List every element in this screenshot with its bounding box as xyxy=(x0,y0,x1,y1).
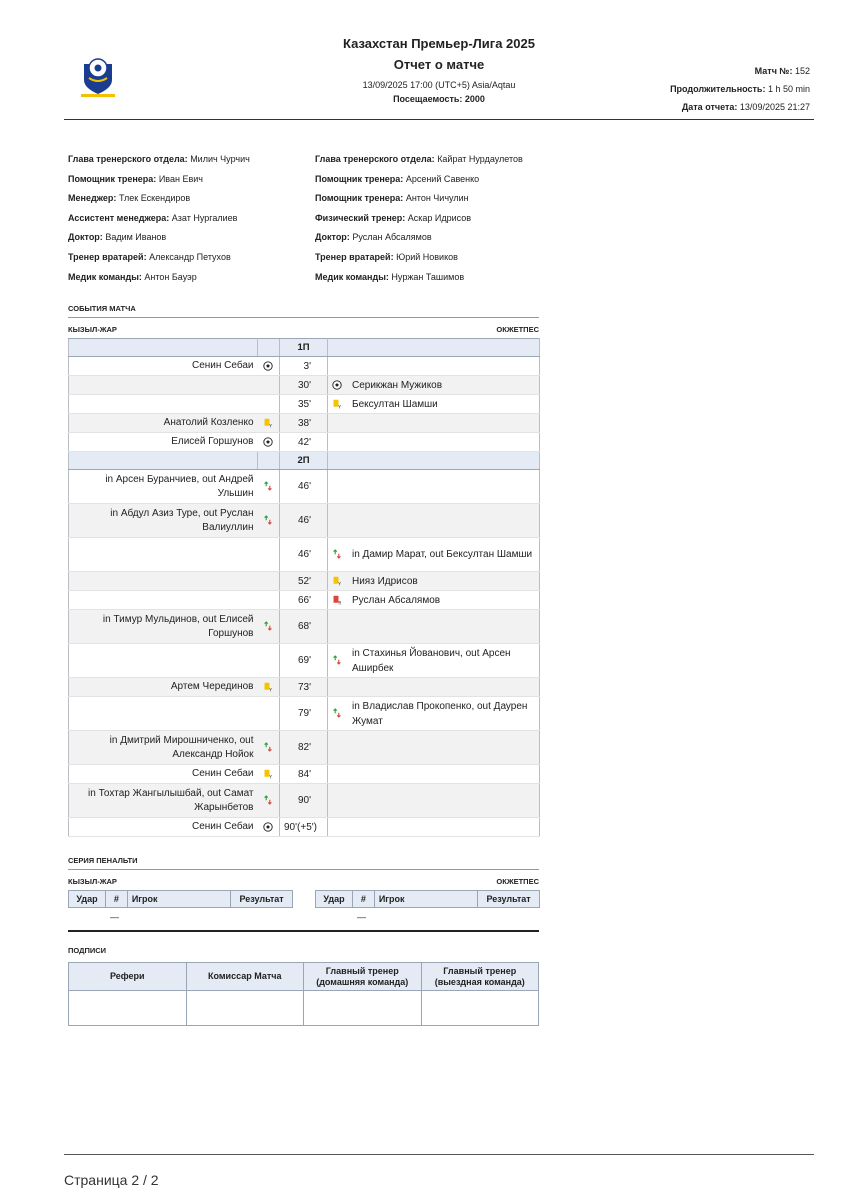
col-result: Результат xyxy=(478,891,540,908)
away-staff-row: Помощник тренера: Арсений Савенко xyxy=(315,173,480,184)
home-event-player: Сенин Себаи xyxy=(69,765,258,784)
away-coach-header: Главный тренер (выездная команда) xyxy=(421,963,539,991)
home-event-player: Артем Черединов xyxy=(69,678,258,697)
attendance: Посещаемость: 2000 xyxy=(393,94,485,104)
home-event-player: in Арсен Буранчиев, out Андрей Ульшин xyxy=(69,470,258,504)
penalty-section-title: СЕРИЯ ПЕНАЛЬТИ xyxy=(68,856,539,870)
home-coach-header: Главный тренер (домашняя команда) xyxy=(304,963,422,991)
home-event-player: Елисей Горшунов xyxy=(69,433,258,452)
referee-signature xyxy=(69,991,187,1026)
event-row xyxy=(69,678,540,697)
away-event-player xyxy=(328,765,540,784)
event-row xyxy=(69,644,540,678)
commissioner-signature xyxy=(186,991,304,1026)
penalty-teams xyxy=(68,877,539,886)
away-staff-row: Доктор: Руслан Абсалямов xyxy=(315,232,432,243)
match-number: 152 xyxy=(794,66,810,76)
substitution-icon xyxy=(258,504,280,538)
substitution-icon xyxy=(258,731,280,765)
event-row xyxy=(69,414,540,433)
event-minute: 52' xyxy=(280,572,328,591)
signatures-table xyxy=(68,962,539,1026)
home-staff-row: Медик команды: Антон Бауэр xyxy=(68,271,197,282)
away-staff-row: Медик команды: Нуржан Ташимов xyxy=(315,271,465,282)
signatures-section-title: ПОДПИСИ xyxy=(68,946,107,955)
away-event-player xyxy=(328,784,540,818)
goal-icon xyxy=(258,357,280,376)
away-event-player: Серикжан Мужиков xyxy=(328,376,540,395)
footer-divider xyxy=(64,1154,814,1155)
home-event-player xyxy=(69,395,258,414)
match-duration: 1 h 50 min xyxy=(767,84,810,94)
event-minute: 38' xyxy=(280,414,328,433)
home-event-player: in Тимур Мульдинов, out Елисей Горшунов xyxy=(69,610,258,644)
away-event-player xyxy=(328,357,540,376)
away-event-player: in Владислав Прокопенко, out Даурен Жумат xyxy=(328,697,540,731)
away-event-player xyxy=(328,470,540,504)
home-event-player: Анатолий Козленко xyxy=(69,414,258,433)
home-staff-row: Помощник тренера: Иван Евич xyxy=(68,173,203,184)
league-title: Казахстан Премьер-Лига 2025 xyxy=(343,36,535,51)
event-minute: 90'(+5') xyxy=(280,818,328,837)
substitution-icon xyxy=(258,784,280,818)
event-row xyxy=(69,731,540,765)
away-event-player: in Дамир Марат, out Бексултан Шамши xyxy=(328,538,540,572)
away-staff-list xyxy=(315,150,523,287)
event-row xyxy=(69,470,540,504)
away-staff-row: Глава тренерского отдела: Кайрат Нурдаулетов xyxy=(315,154,523,164)
event-row xyxy=(69,610,540,644)
report-title: Отчет о матче xyxy=(393,57,485,72)
col-player: Игрок xyxy=(127,891,230,908)
event-row xyxy=(69,784,540,818)
col-kick: Удар xyxy=(316,891,353,908)
home-staff-list xyxy=(68,150,250,287)
home-event-player: in Дмитрий Мирошниченко, out Александр Нойок xyxy=(69,731,258,765)
penalty-home-team: КЫЗЫЛ-ЖАР xyxy=(68,877,117,886)
event-row xyxy=(69,591,540,610)
event-minute: 69' xyxy=(280,644,328,678)
yellow-card-icon xyxy=(258,765,280,784)
event-minute: 82' xyxy=(280,731,328,765)
svg-text:Y: Y xyxy=(338,404,341,409)
goal-icon xyxy=(258,433,280,452)
report-header xyxy=(64,28,814,120)
events-teams xyxy=(68,325,539,334)
home-event-player: Сенин Себаи xyxy=(69,357,258,376)
col-kick: Удар xyxy=(69,891,106,908)
substitution-icon xyxy=(332,547,346,562)
home-coach-signature xyxy=(304,991,422,1026)
away-staff-row: Помощник тренера: Антон Чичулин xyxy=(315,193,469,204)
substitution-icon xyxy=(332,706,346,721)
home-event-player: in Абдул Азиз Туре, out Руслан Валиуллин xyxy=(69,504,258,538)
col-result: Результат xyxy=(231,891,293,908)
home-staff-row: Тренер вратарей: Александр Петухов xyxy=(68,251,231,262)
event-row xyxy=(69,395,540,414)
substitution-icon xyxy=(258,470,280,504)
svg-text:Y: Y xyxy=(269,774,273,779)
home-event-player xyxy=(69,697,258,731)
away-event-player xyxy=(328,818,540,837)
away-event-player xyxy=(328,678,540,697)
away-staff-row: Физический тренер: Аскар Идрисов xyxy=(315,212,472,223)
home-staff-row: Ассистент менеджера: Азат Нургалиев xyxy=(68,212,238,223)
yellow-card-icon xyxy=(332,397,346,412)
match-meta: Матч №: 152 Продолжительность: 1 h 50 min Дата отчета: 13/09/2025 21:27 xyxy=(670,66,810,112)
away-event-player: Y Нияз Идрисов xyxy=(328,572,540,591)
events-table xyxy=(68,338,540,837)
svg-text:R: R xyxy=(338,600,342,605)
event-minute: 42' xyxy=(280,433,328,452)
home-event-player: in Тохтар Жангылышбай, out Самат Жарынбетов xyxy=(69,784,258,818)
home-event-player xyxy=(69,591,258,610)
away-event-player: Y Бексултан Шамши xyxy=(328,395,540,414)
home-event-player xyxy=(69,376,258,395)
match-datetime: 13/09/2025 17:00 (UTC+5) Asia/Aqtau xyxy=(362,80,516,90)
home-penalty-table xyxy=(68,890,293,908)
event-row xyxy=(69,538,540,572)
event-minute: 90' xyxy=(280,784,328,818)
event-minute: 30' xyxy=(280,376,328,395)
away-coach-signature xyxy=(421,991,539,1026)
event-minute: 3' xyxy=(280,357,328,376)
away-event-player xyxy=(328,414,540,433)
yellow-card-icon xyxy=(258,678,280,697)
event-row xyxy=(69,433,540,452)
period-header-row xyxy=(69,339,540,357)
goal-icon xyxy=(258,818,280,837)
home-penalty-empty: — xyxy=(110,912,119,922)
away-event-player xyxy=(328,731,540,765)
commissioner-header: Комиссар Матча xyxy=(186,963,304,991)
home-staff-row: Глава тренерского отдела: Милич Чурчич xyxy=(68,154,250,164)
col-player: Игрок xyxy=(374,891,477,908)
event-minute: 79' xyxy=(280,697,328,731)
event-row xyxy=(69,376,540,395)
col-number: # xyxy=(352,891,374,908)
substitution-icon xyxy=(332,653,346,668)
event-row xyxy=(69,765,540,784)
event-minute: 46' xyxy=(280,504,328,538)
away-event-player: R Руслан Абсалямов xyxy=(328,591,540,610)
referee-header: Рефери xyxy=(69,963,187,991)
event-row xyxy=(69,818,540,837)
svg-text:Y: Y xyxy=(269,423,273,428)
event-minute: 35' xyxy=(280,395,328,414)
events-section-title: СОБЫТИЯ МАТЧА xyxy=(68,304,539,318)
svg-text:Y: Y xyxy=(269,687,273,692)
event-minute: 73' xyxy=(280,678,328,697)
penalty-away-team: ОКЖЕТПЕС xyxy=(496,877,539,886)
event-row xyxy=(69,357,540,376)
period-label: 2П xyxy=(280,452,328,470)
home-team-name: КЫЗЫЛ-ЖАР xyxy=(68,325,117,334)
svg-text:Y: Y xyxy=(338,581,341,586)
away-penalty-empty: — xyxy=(357,912,366,922)
event-minute: 84' xyxy=(280,765,328,784)
period-label: 1П xyxy=(280,339,328,357)
yellow-card-icon xyxy=(258,414,280,433)
event-minute: 68' xyxy=(280,610,328,644)
report-date: 13/09/2025 21:27 xyxy=(739,102,810,112)
goal-icon xyxy=(332,378,346,393)
away-event-player xyxy=(328,610,540,644)
home-staff-row: Менеджер: Тлек Ескендиров xyxy=(68,193,191,204)
event-minute: 46' xyxy=(280,538,328,572)
home-event-player xyxy=(69,644,258,678)
home-event-player xyxy=(69,538,258,572)
event-minute: 46' xyxy=(280,470,328,504)
away-team-name: ОКЖЕТПЕС xyxy=(496,325,539,334)
event-row xyxy=(69,572,540,591)
col-number: # xyxy=(105,891,127,908)
event-row xyxy=(69,697,540,731)
period-header-row xyxy=(69,452,540,470)
home-staff-row: Доктор: Вадим Иванов xyxy=(68,232,167,243)
away-penalty-table xyxy=(315,890,540,908)
away-event-player: in Стахинья Йованович, out Арсен Аширбек xyxy=(328,644,540,678)
yellow-card-icon xyxy=(332,574,346,589)
event-minute: 66' xyxy=(280,591,328,610)
substitution-icon xyxy=(258,610,280,644)
page-number: Страница 2 / 2 xyxy=(64,1172,159,1188)
home-event-player xyxy=(69,572,258,591)
away-event-player xyxy=(328,504,540,538)
away-staff-row: Тренер вратарей: Юрий Новиков xyxy=(315,251,458,262)
home-event-player: Сенин Себаи xyxy=(69,818,258,837)
divider xyxy=(68,930,539,932)
event-row xyxy=(69,504,540,538)
red-card-icon xyxy=(332,593,346,608)
away-event-player xyxy=(328,433,540,452)
